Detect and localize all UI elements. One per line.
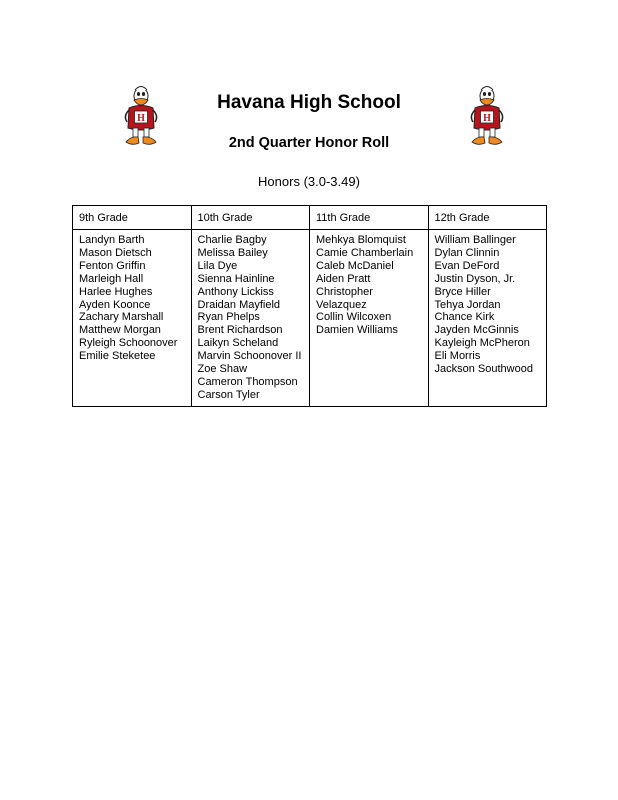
page-title: Havana High School: [217, 92, 401, 113]
student-name: Christopher: [316, 285, 373, 298]
student-name: Eli Morris: [434, 350, 481, 363]
student-name: Damien Williams: [316, 324, 398, 337]
student-name: Brent Richardson: [197, 324, 283, 337]
student-name: Bryce Hiller: [434, 285, 491, 298]
student-name: Velazquez: [316, 298, 367, 311]
grade-9-names: [73, 230, 192, 407]
student-name: William Ballinger: [434, 234, 516, 246]
grade-12-names: [428, 230, 547, 407]
student-name: Landyn Barth: [79, 234, 145, 246]
svg-text:H: H: [137, 113, 145, 124]
student-name: Evan DeFord: [434, 259, 500, 272]
student-name: Laikyn Scheland: [197, 337, 279, 350]
student-name: Zachary Marshall: [79, 311, 164, 324]
grade-10-names: [191, 230, 310, 407]
student-name: Sienna Hainline: [197, 272, 275, 285]
student-name: Melissa Bailey: [197, 246, 268, 259]
student-name: Mehkya Blomquist: [316, 234, 406, 246]
student-name: Ryleigh Schoonover: [79, 337, 178, 350]
student-name: Aiden Pratt: [316, 272, 371, 285]
grade-header-11: 11th Grade: [310, 206, 429, 230]
honor-roll-table: [72, 205, 547, 407]
student-name: Fenton Griffin: [79, 259, 146, 272]
student-name: Tehya Jordan: [434, 298, 501, 311]
student-name: Anthony Lickiss: [197, 285, 274, 298]
page-subtitle: 2nd Quarter Honor Roll: [228, 135, 390, 151]
student-name: Collin Wilcoxen: [316, 311, 392, 324]
student-name: Dylan Clinnin: [434, 246, 500, 259]
student-name: Mason Dietsch: [79, 246, 152, 259]
student-name: Draidan Mayfield: [197, 298, 281, 311]
student-name: Chance Kirk: [434, 311, 495, 324]
student-name: Marvin Schoonover II: [197, 350, 302, 363]
student-name: Ayden Koonce: [79, 298, 151, 311]
student-name: Jackson Southwood: [434, 363, 533, 376]
student-name: Jayden McGinnis: [434, 324, 519, 337]
student-name: Caleb McDaniel: [316, 259, 394, 272]
student-name: Matthew Morgan: [79, 324, 161, 337]
svg-text:H: H: [483, 113, 491, 124]
student-name: Lila Dye: [197, 259, 238, 272]
student-name: Marleigh Hall: [79, 272, 144, 285]
student-name: Kayleigh McPheron: [434, 337, 530, 350]
grade-header-9: 9th Grade: [73, 206, 192, 230]
grade-header-10: 10th Grade: [191, 206, 310, 230]
student-name: Emilie Steketee: [79, 350, 156, 363]
student-name: Justin Dyson, Jr.: [434, 272, 516, 285]
student-name: Zoe Shaw: [197, 363, 248, 376]
student-name: Camie Chamberlain: [316, 246, 414, 259]
student-name: Cameron Thompson: [197, 375, 298, 388]
grade-11-names: [310, 230, 429, 407]
grade-header-12: 12th Grade: [428, 206, 547, 230]
student-name: Charlie Bagby: [197, 234, 267, 246]
table-row: [73, 230, 547, 407]
table-header-row: [73, 206, 547, 230]
student-name: Ryan Phelps: [197, 311, 260, 324]
student-name: Harlee Hughes: [79, 285, 153, 298]
honor-category: Honors (3.0-3.49): [258, 174, 360, 189]
student-name: Carson Tyler: [197, 388, 260, 401]
